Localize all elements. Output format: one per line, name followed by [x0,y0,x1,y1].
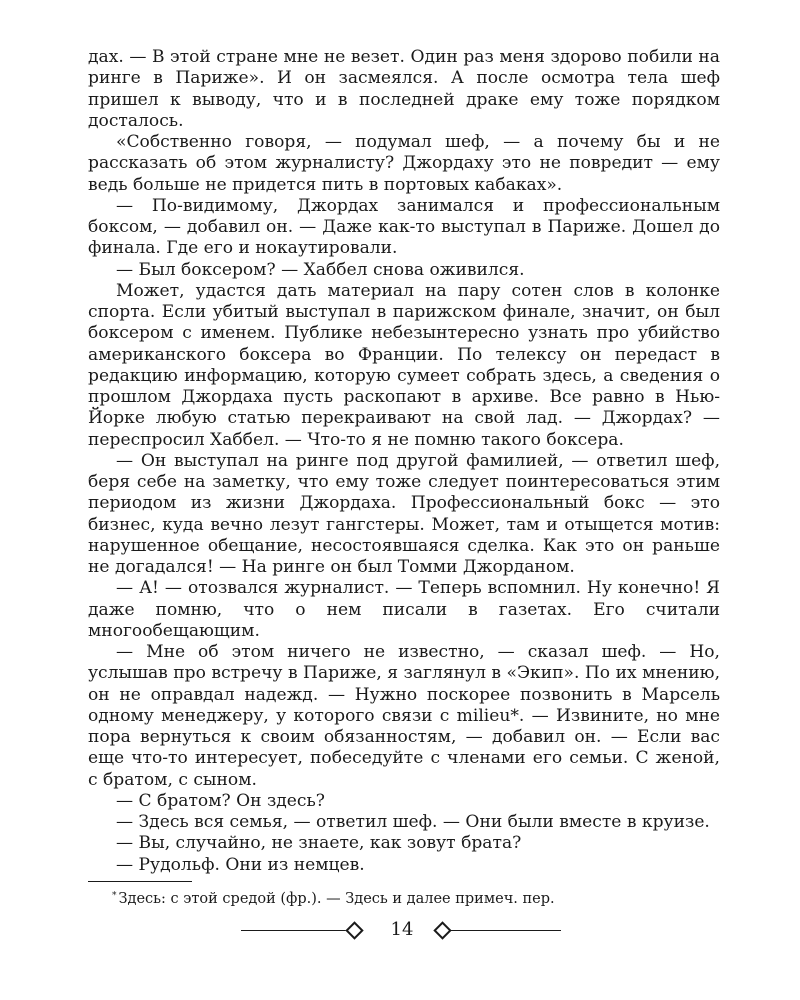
paragraph: — Был боксером? — Хаббел снова оживился. [116,259,525,280]
paragraph: — Рудольф. Они из немцев. [116,854,365,875]
diamond-icon [345,921,363,939]
body-text [88,47,720,876]
footnote-divider [88,881,192,882]
paragraph: — Мне об этом ничего не известно, — сказал шеф. — Но, услышав про встречу в Париже, я заглянул в «Экип». По их мнению, он не оправдал надежд. — Нужно поскорее позвонить в Марсель одному менеджеру, у которого связи с milieu*. — Извините, но мне пора вернуться к своим обязанностям, — добавил он. — Если вас еще что-то интересует, побеседуйте с членами его семьи. С женой, с братом, с сыном. [88,642,720,790]
paragraph: — Он выступал на ринге под другой фамилией, — ответил шеф, беря себе на заметку, что ему тоже следует поинтересоваться этим периодом из жизни Джордаха. Профессиональный бокс — это бизнес, куда вечно лезут гангстеры. Может, там и отыщется мотив: нарушенное обещание, несостоявшаяся сделка. Как это он раньше не догадался! — На ринге он был Томми Джорданом. [88,450,720,577]
paragraph: — Здесь вся семья, — ответил шеф. — Они были вместе в круизе. [116,812,710,832]
footnote [112,887,712,908]
paragraph: — По-видимому, Джордах занимался и профессиональным боксом, — добавил он. — Даже как-то выступал в Париже. Дошел до финала. Где его и нокаутировали. [88,195,720,259]
paragraph: «Собственно говоря, — подумал шеф, — а почему бы и не рассказать об этом журналисту? Джордаху это не повредит — ему ведь больше не придется пить в портовых кабаках». [88,132,720,195]
paragraph: Может, удастся дать материал на пару сотен слов в колонке спорта. Если убитый выступал в парижском финале, значит, он был боксером с именем. Публике небезынтересно узнать про убийство американского боксера во Франции. По телексу он передаст в редакцию информацию, которую сумеет собрать здесь, а сведения о прошлом Джордаха пусть раскопают в архиве. Все равно в Нью-Йорке любую статью перекраивают на свой лад. — Джордах? — переспросил Хаббел. — Что-то я не помню такого боксера. [88,280,720,450]
page-number: 14 [390,919,414,940]
ornament-rule-right [449,930,561,931]
ornament-rule-left [241,930,349,931]
paragraph: дах. — В этой стране мне не везет. Один раз меня здорово побили на ринге в Париже». И он засмеялся. А после осмотра тела шеф пришел к выводу, что и в последней драке ему тоже порядком досталось. [88,47,720,131]
paragraph: — Вы, случайно, не знаете, как зовут брата? [116,833,522,854]
footnote-text: Здесь: с этой средой (фр.). — Здесь и далее примеч. пер. [118,891,555,907]
footnote-marker: * [112,891,117,901]
paragraph: — С братом? Он здесь? [116,790,325,811]
page-number-ornament [0,915,800,945]
paragraph: — А! — отозвался журналист. — Теперь вспомнил. Ну конечно! Я даже помню, что о нем писали в газетах. Его считали многообещающим. [88,578,720,641]
